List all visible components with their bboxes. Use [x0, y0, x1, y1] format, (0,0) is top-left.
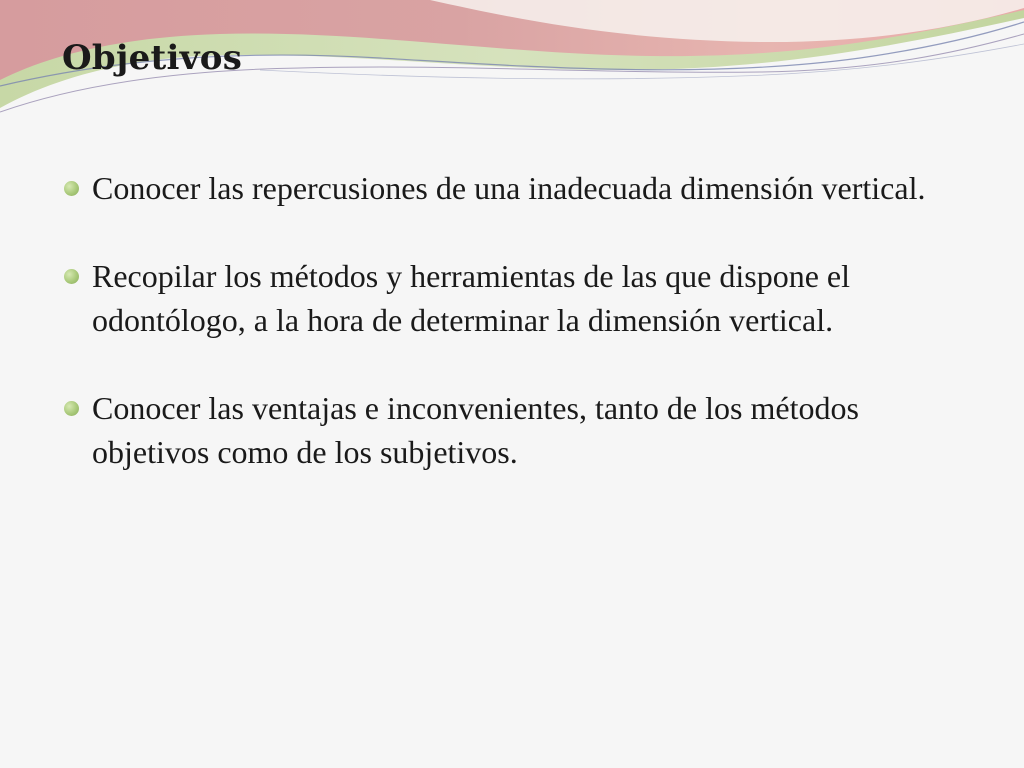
slide-title: Objetivos [62, 38, 243, 78]
bullet-list [62, 166, 962, 518]
bullet-item [62, 386, 962, 474]
bullet-text: Conocer las repercusiones de una inadecuada dimensión vertical. [92, 170, 926, 206]
bullet-text: Recopilar los métodos y herramientas de las que dispone el odontólogo, a la hora de determinar la dimensión vertical. [92, 258, 851, 338]
bullet-item [62, 166, 962, 210]
bullet-text: Conocer las ventajas e inconvenientes, tanto de los métodos objetivos como de los subjetivos. [92, 390, 859, 470]
green-dot-icon [64, 269, 79, 284]
bullet-item [62, 254, 962, 342]
green-dot-icon [64, 401, 79, 416]
green-dot-icon [64, 181, 79, 196]
